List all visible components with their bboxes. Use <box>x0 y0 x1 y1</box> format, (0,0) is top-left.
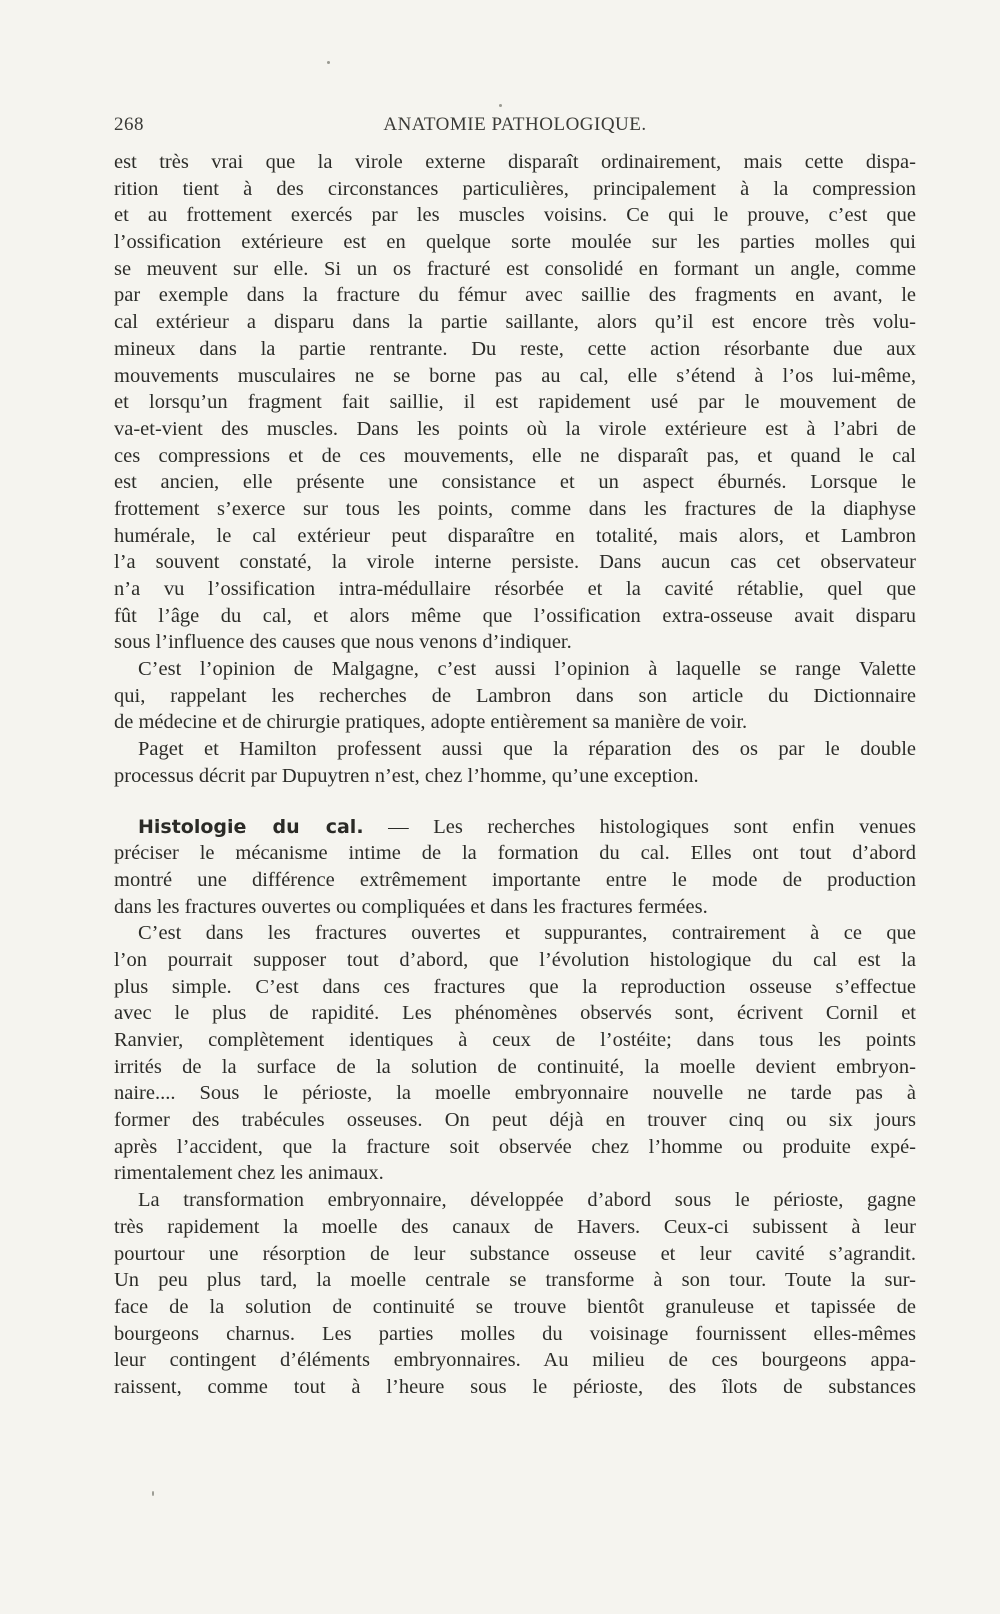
paper-speck <box>152 1491 154 1496</box>
text-line: par exemple dans la fracture du fémur avec saillie des fragments en avant, le <box>114 284 916 307</box>
text-line: se meuvent sur elle. Si un os fracturé est consolidé en formant un angle, comme <box>114 257 916 280</box>
body-text <box>114 149 916 1401</box>
text-line: former des trabécules osseuses. On peut déjà en trouver cinq ou six jours <box>114 1109 916 1132</box>
text-line: va-et-vient des muscles. Dans les points où la virole extérieure est à l’abri de <box>114 417 916 440</box>
text-line: humérale, le cal extérieur peut disparaître en totalité, mais alors, et Lambron <box>114 524 916 547</box>
text-line: C’est dans les fractures ouvertes et suppurantes, contrairement à ce que <box>138 922 916 945</box>
page-header <box>114 114 916 144</box>
text-line: de médecine et de chirurgie pratiques, adopte entièrement sa manière de voir. <box>114 711 748 734</box>
text-line: raissent, comme tout à l’heure sous le périoste, des îlots de substances <box>114 1375 916 1398</box>
heading-line <box>114 814 916 841</box>
text-line: bourgeons charnus. Les parties molles du voisinage fournissent elles-mêmes <box>114 1322 916 1345</box>
text-line: pourtour une résorption de leur substance osseuse et leur cavité s’agrandit. <box>114 1242 916 1265</box>
page-number: 268 <box>114 114 144 135</box>
text-line: naire.... Sous le périoste, la moelle embryonnaire nouvelle ne tarde pas à <box>114 1082 916 1105</box>
text-line: fût l’âge du cal, et alors même que l’ossification extra-osseuse avait disparu <box>114 604 916 627</box>
text-line: n’a vu l’ossification intra-médullaire résorbée et la cavité rétablie, quel que <box>114 578 916 600</box>
text-line: est très vrai que la virole externe disparaît ordinairement, mais cette dispa- <box>114 151 916 173</box>
text-line: cal extérieur a disparu dans la partie saillante, alors qu’il est encore très volu- <box>114 311 916 334</box>
text-line: préciser le mécanisme intime de la formation du cal. Elles ont tout d’abord <box>114 842 916 865</box>
text-line: montré une différence extrêmement importante entre le mode de production <box>114 868 916 891</box>
running-head: ANATOMIE PATHOLOGIQUE. <box>383 114 647 135</box>
text-line: La transformation embryonnaire, développée d’abord sous le périoste, gagne <box>138 1189 916 1212</box>
text-line: ces compressions et de ces mouvements, elle ne disparaît pas, et quand le cal <box>114 444 916 467</box>
text-line: l’on pourrait supposer tout d’abord, que l’évolution histologique du cal est la <box>114 948 916 971</box>
text-line: l’ossification extérieure est en quelque sorte moulée sur les parties molles qui <box>114 231 916 254</box>
text-line: Paget et Hamilton professent aussi que la réparation des os par le double <box>138 738 916 761</box>
paper-speck <box>327 61 330 64</box>
paragraph <box>114 920 916 1187</box>
text-line: et lorsqu’un fragment fait saillie, il est rapidement usé par le mouvement de <box>114 391 916 414</box>
text-line: qui, rappelant les recherches de Lambron dans son article du Dictionnaire <box>114 684 916 707</box>
section-heading: Histologie du cal. <box>138 815 364 838</box>
text-line: processus décrit par Dupuytren n’est, chez l’homme, qu’une exception. <box>114 764 699 787</box>
text-line: mouvements musculaires ne se borne pas au cal, elle s’étend à l’os lui-même, <box>114 364 916 387</box>
text-line: l’a souvent constaté, la virole interne persiste. Dans aucun cas cet observateur <box>114 551 916 574</box>
paragraph <box>114 1187 916 1401</box>
text-line: leur contingent d’éléments embryonnaires. Au milieu de ces bourgeons appa- <box>114 1349 916 1372</box>
text-line: mineux dans la partie rentrante. Du reste, cette action résorbante due aux <box>114 337 916 360</box>
text-line: est ancien, elle présente une consistance et un aspect éburnés. Lorsque le <box>114 471 916 494</box>
section-spacer <box>114 790 916 814</box>
text-line: irrités de la surface de la solution de continuité, la moelle devient embryon- <box>114 1055 916 1078</box>
text-line: et au frottement exercés par les muscles voisins. Ce qui le prouve, c’est que <box>114 204 916 227</box>
text-line: Ranvier, complètement identiques à ceux de l’ostéite; dans tous les points <box>114 1029 916 1051</box>
paragraph <box>114 736 916 789</box>
text-line: très rapidement la moelle des canaux de Havers. Ceux-ci subissent à leur <box>114 1215 916 1238</box>
paragraph <box>114 656 916 736</box>
text-line: sous l’influence des causes que nous venons d’indiquer. <box>114 631 572 654</box>
text-line: dans les fractures ouvertes ou compliquées et dans les fractures fermées. <box>114 895 708 918</box>
text-line: avec le plus de rapidité. Les phénomènes observés sont, écrivent Cornil et <box>114 1002 916 1025</box>
paper-speck <box>499 104 502 107</box>
text-line: rition tient à des circonstances particulières, principalement à la compression <box>114 177 916 200</box>
heading-continuation: — Les recherches histologiques sont enfin venues <box>363 815 916 838</box>
text-line: C’est l’opinion de Malgagne, c’est aussi l’opinion à laquelle se range Valette <box>138 658 916 681</box>
text-line: rimentalement chez les animaux. <box>114 1162 384 1185</box>
text-line: face de la solution de continuité se trouve bientôt granuleuse et tapissée de <box>114 1295 916 1318</box>
section-paragraph <box>114 814 916 921</box>
text-line: frottement s’exerce sur tous les points, comme dans les fractures de la diaphyse <box>114 497 916 520</box>
text-line: plus simple. C’est dans ces fractures que la reproduction osseuse s’effectue <box>114 975 916 998</box>
text-line: Un peu plus tard, la moelle centrale se transforme à son tour. Toute la sur- <box>114 1269 916 1292</box>
text-line: après l’accident, que la fracture soit observée chez l’homme ou produite expé- <box>114 1135 916 1158</box>
paragraph <box>114 149 916 656</box>
